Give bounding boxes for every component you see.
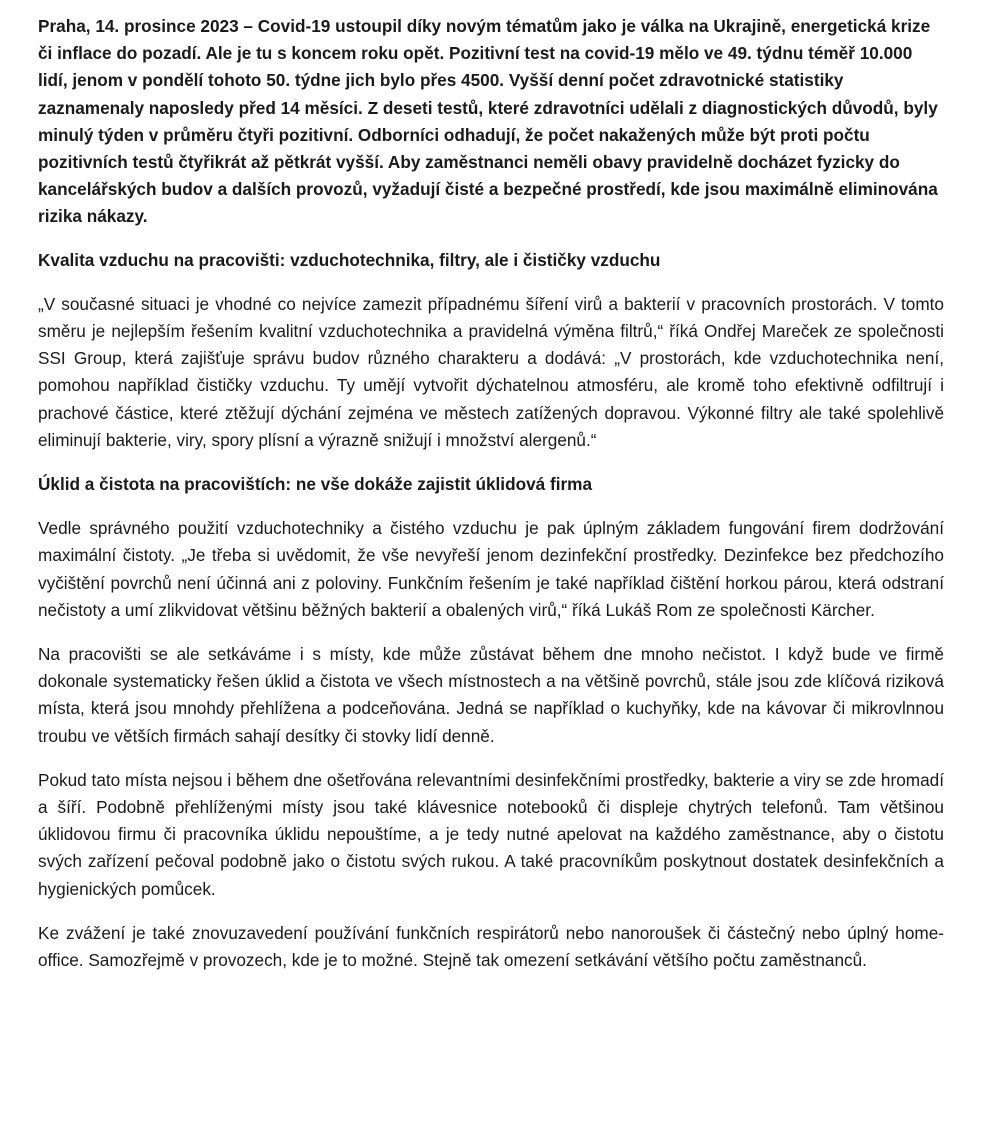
body-paragraph: Ke zvážení je také znovuzavedení používání funkčních respirátorů nebo nanoroušek či částečný nebo úplný home-office. Samozřejmě v provozech, kde je to možné. Stejně tak omezení setkávání většího počtu zaměstnanců. — [38, 922, 944, 971]
document-page — [38, 13, 944, 991]
body-paragraph: Vedle správného použití vzduchotechniky a čistého vzduchu je pak úplným základem fungování firem dodržování maximální čistoty. „Je třeba si uvědomit, že vše nevyřeší jenom dezinfekční prostředky. Dezinfekce bez předchozího vyčištění povrchů není účinná ani z poloviny. Funkčním řešením je také například čištění horkou párou, která odstraní nečistoty a umí zlikvidovat většinu běžných bakterií a obalených virů,“ říká Lukáš Rom ze společnosti Kärcher. — [38, 518, 944, 620]
section-heading-air-quality: Kvalita vzduchu na pracovišti: vzduchotechnika, filtry, ale i čističky vzduchu — [38, 249, 661, 270]
body-paragraph: „V současné situaci je vhodné co nejvíce zamezit případnému šíření virů a bakterií v pracovních prostorách. V tomto směru je nejlepším řešením kvalitní vzduchotechnika a pravidelná výměna filtrů,“ říká Ondřej Mareček ze společnosti SSI Group, která zajišťuje správu budov různého charakteru a dodává: „V prostorách, kde vzduchotechnika není, pomohou například čističky vzduchu. Ty umějí vytvořit dýchatelnou atmosféru, ale kromě toho efektivně odfiltrují i prachové částice, které ztěžují dýchání zejména ve městech zatížených dopravou. Výkonné filtry ale také spolehlivě eliminují bakterie, viry, spory plísní a výrazně snižují i množství alergenů.“ — [38, 293, 944, 450]
body-paragraph: Pokud tato místa nejsou i během dne ošetřována relevantními desinfekčními prostředky, bakterie a viry se zde hromadí a šíří. Podobně přehlíženými místy jsou také klávesnice notebooků či displeje chytrých telefonů. Tam většinou úklidovou firmu či pracovníka úklidu nepouštíme, a je tedy nutné apelovat na každého zaměstnance, aby o čistotu svých zařízení pečoval podobně jako o čistotu svých rukou. A také pracovníkům poskytnout dostatek desinfekčních a hygienických pomůcek. — [38, 769, 944, 899]
body-paragraph: Na pracovišti se ale setkáváme i s místy, kde může zůstávat během dne mnoho nečistot. I když bude ve firmě dokonale systematicky řešen úklid a čistota ve všech místnostech a na většině povrchů, stále jsou zde klíčová riziková místa, která jsou mnohdy přehlížena a podceňována. Jedná se například o kuchyňky, kde na kávovar či mikrovlnnou troubu ve větších firmách sahají desítky či stovky lidí denně. — [38, 644, 944, 746]
section-heading-cleaning: Úklid a čistota na pracovištích: ne vše dokáže zajistit úklidová firma — [38, 474, 593, 495]
lead-paragraph: Praha, 14. prosince 2023 – Covid-19 ustoupil díky novým tématům jako je válka na Ukrajině, energetická krize či inflace do pozadí. Ale je tu s koncem roku opět. Pozitivní test na covid-19 mělo ve 49. týdnu téměř 10.000 lidí, jenom v pondělí tohoto 50. týdne jich bylo přes 4500. Vyšší denní počet zdravotnické statistiky zaznamenaly naposledy před 14 měsíci. Z deseti testů, které zdravotníci udělali z diagnostických důvodů, byly minulý týden v průměru čtyři pozitivní. Odborníci odhadují, že počet nakažených může být proti počtu pozitivních testů čtyřikrát až pětkrát vyšší. Aby zaměstnanci neměli obavy pravidelně docházet fyzicky do kancelářských budov a dalších provozů, vyžadují čisté a bezpečné prostředí, kde jsou maximálně eliminována rizika nákazy. — [38, 16, 938, 227]
